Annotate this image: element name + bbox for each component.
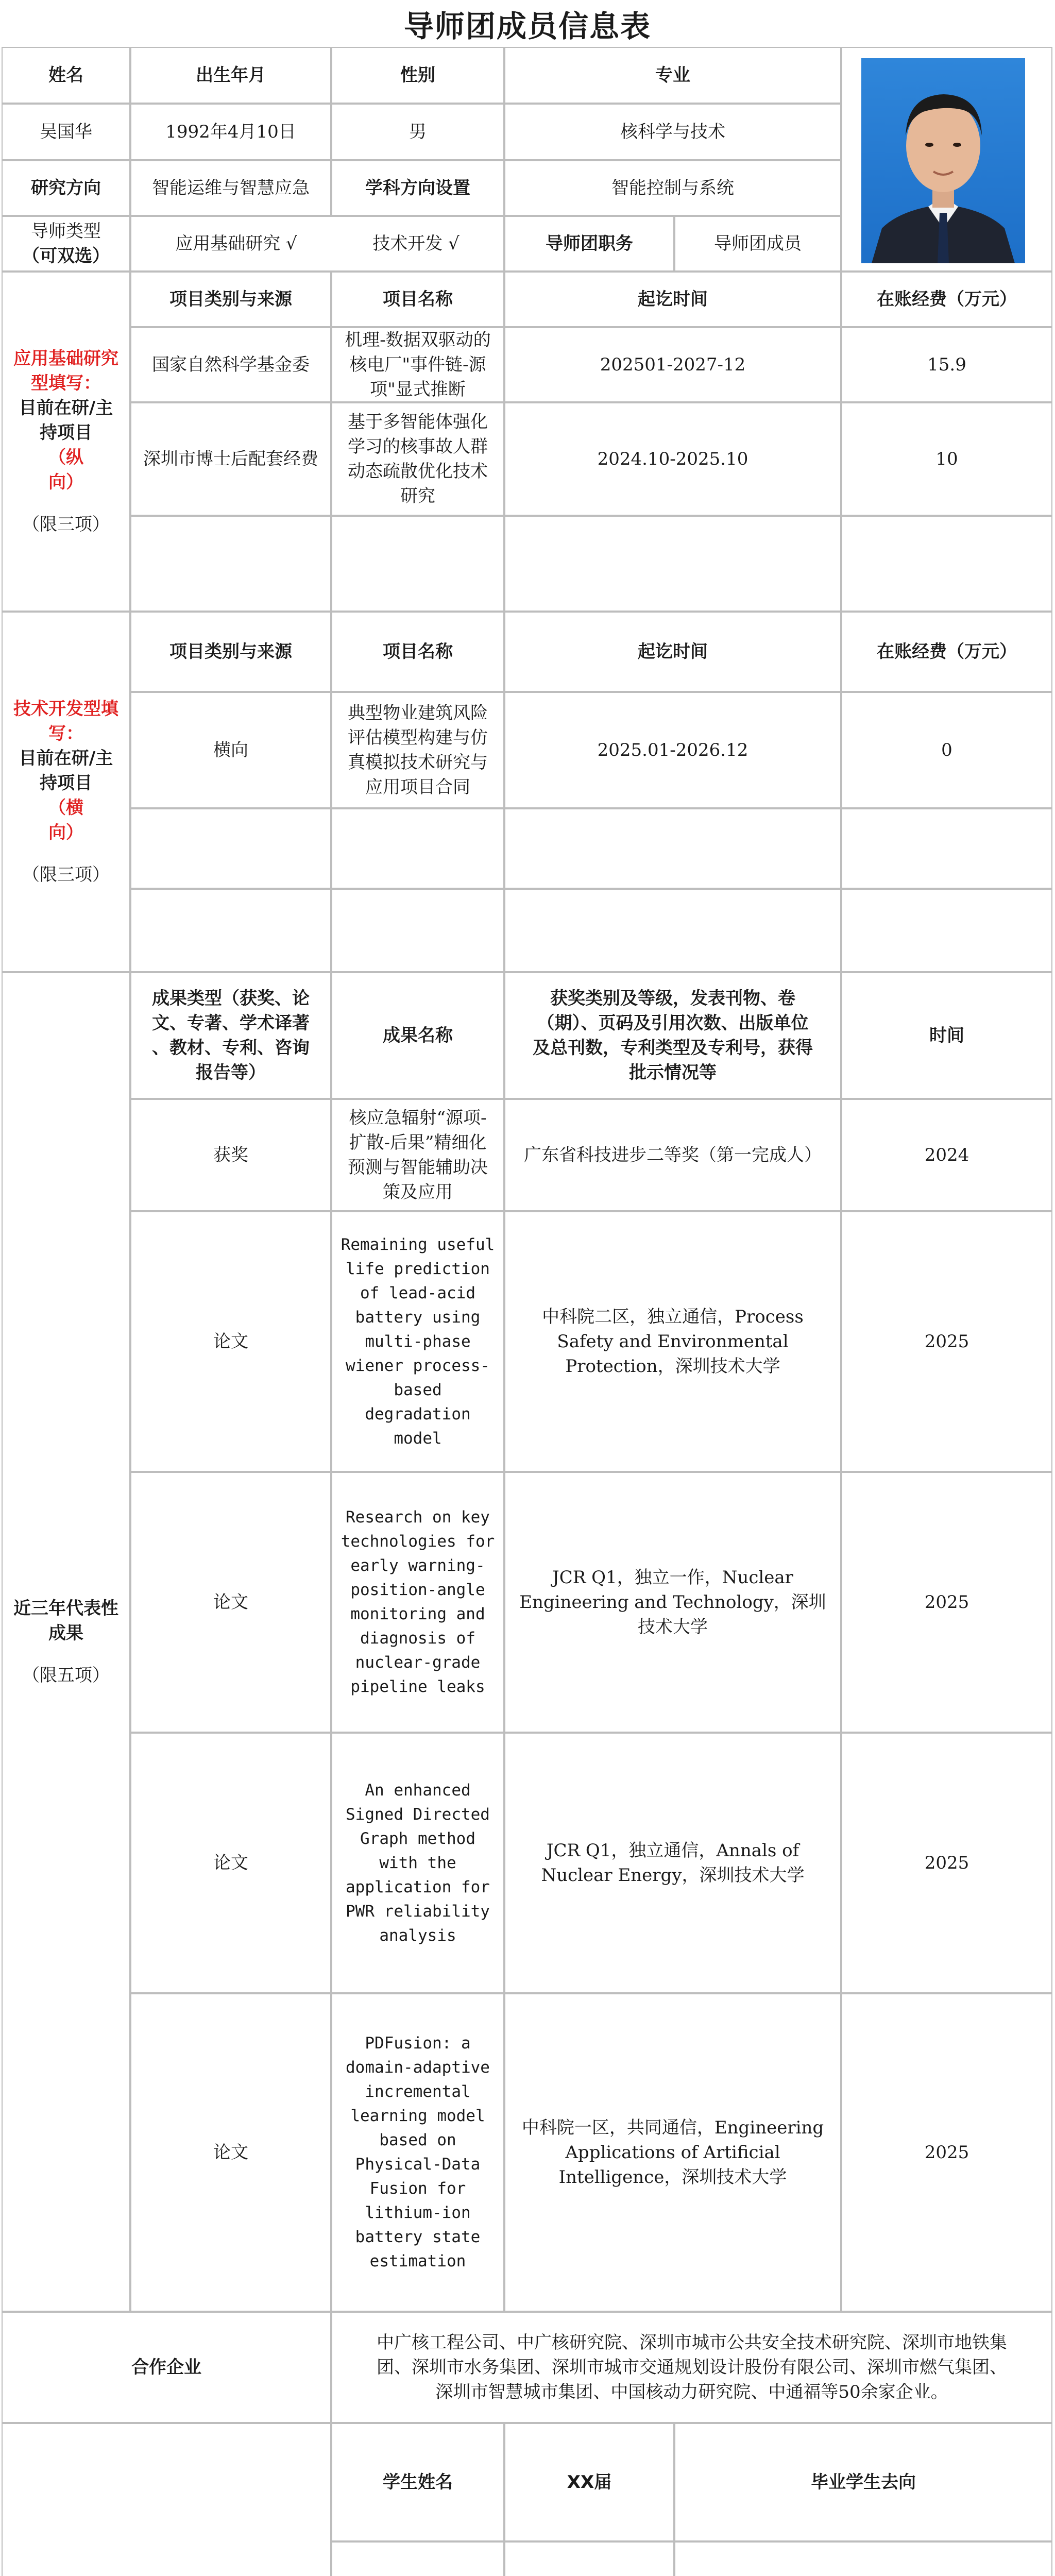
achievement-name-line: model — [394, 1429, 442, 1448]
discipline-label: 学科方向设置 — [331, 160, 504, 216]
achievement-detail-line: Nuclear Energy，深圳技术大学 — [541, 1865, 805, 1886]
achievement-name-line: lithium-ion — [365, 2204, 471, 2222]
project-funding-header: 在账经费（万元） — [841, 272, 1052, 327]
achievement-detail-line: Applications of Artificial — [565, 2142, 780, 2163]
empty-project-cell[interactable] — [331, 516, 504, 612]
achievement-name-line: application for — [346, 1877, 490, 1896]
basic-research-label-line: 向） — [48, 472, 83, 493]
achievement-name-line: monitoring and — [350, 1605, 485, 1623]
achievement-detail — [504, 1993, 841, 2312]
student-name-header: 学生姓名 — [331, 2423, 504, 2541]
project-period: 2024.10-2025.10 — [504, 402, 841, 516]
achievement-name — [331, 1993, 504, 2312]
project-name-header: 项目名称 — [331, 272, 504, 327]
graduate-cell[interactable] — [674, 2541, 1052, 2576]
tech-dev-label-line: 技术开发型填 — [13, 699, 118, 719]
achievement-name-line: Physical-Data — [355, 2155, 481, 2174]
project-period: 202501-2027-12 — [504, 327, 841, 402]
name-header: 姓名 — [2, 47, 130, 104]
type-option-tech-dev[interactable]: 技术开发 √ — [372, 233, 460, 254]
achievement-name-line: analysis — [379, 1926, 456, 1945]
supervisor-type-label — [2, 216, 130, 272]
basic-research-label — [2, 272, 130, 612]
achievement-name-line: Research on key — [346, 1508, 490, 1527]
achievement-detail-header-line: 及总刊数，专利类型及专利号，获得 — [533, 1038, 813, 1058]
empty-project-cell[interactable] — [504, 808, 841, 889]
achievement-time: 2025 — [841, 1993, 1052, 2312]
supervisor-type-note: （可双选） — [22, 246, 110, 266]
duty-value: 导师团成员 — [674, 216, 841, 272]
project-source: 国家自然科学基金委 — [130, 327, 331, 402]
achievement-name-line: Fusion for — [369, 2179, 466, 2198]
empty-project-cell[interactable] — [130, 516, 331, 612]
achievement-time: 2025 — [841, 1733, 1052, 1993]
basic-research-label-line: 型填写： — [31, 373, 101, 394]
achievement-type-header-line: 、教材、专利、咨询 — [152, 1038, 310, 1058]
achievement-detail-line: JCR Q1，独立一作，Nuclear — [552, 1567, 793, 1588]
achievement-type: 获奖 — [130, 1099, 331, 1211]
project-name-line: 机理-数据双驱动的 — [345, 330, 491, 350]
achievement-type-header — [130, 972, 331, 1099]
achievement-detail — [504, 1733, 841, 1993]
achievement-name — [331, 1733, 504, 1993]
tech-dev-label-line: （横 — [48, 798, 83, 818]
project-source-header: 项目类别与来源 — [130, 612, 331, 692]
achievement-type-header-line: 报告等） — [196, 1062, 266, 1083]
achievement-detail-line: 广东省科技进步二等奖（第一完成人） — [524, 1145, 822, 1165]
achievement-type-header-line: 文、专著、学术译著 — [152, 1013, 310, 1033]
project-name-line: 应用项目合同 — [365, 777, 470, 798]
achievement-type: 论文 — [130, 1472, 331, 1733]
project-name-line: 动态疏散优化技术 — [348, 461, 488, 482]
empty-project-cell[interactable] — [504, 516, 841, 612]
empty-project-cell[interactable] — [841, 808, 1052, 889]
achievement-name-line: pipeline leaks — [350, 1677, 485, 1696]
achievement-detail-line: 中科院二区，独立通信，Process — [542, 1307, 804, 1327]
achievement-name-line: PWR reliability — [346, 1902, 490, 1921]
basic-research-label-line: 应用基础研究 — [13, 348, 118, 369]
partners-line: 中广核工程公司、中广核研究院、深圳市城市公共安全技术研究院、深圳市地铁集 — [377, 2332, 1007, 2353]
empty-project-cell[interactable] — [504, 889, 841, 972]
achievement-time-header: 时间 — [841, 972, 1052, 1099]
achievement-detail — [504, 1099, 841, 1211]
achievement-name-line: with the — [379, 1853, 456, 1872]
achievement-name-line: incremental — [365, 2082, 471, 2101]
achievement-name-line: based on — [379, 2131, 456, 2149]
project-name-line: 核电厂"事件链-源 — [349, 354, 486, 375]
achievement-name — [331, 1472, 504, 1733]
project-name-header: 项目名称 — [331, 612, 504, 692]
project-source-header: 项目类别与来源 — [130, 272, 331, 327]
achievement-detail-line: Engineering and Technology，深圳 — [519, 1592, 826, 1613]
achievement-name-line: of lead-acid — [360, 1283, 475, 1302]
gender-value: 男 — [331, 104, 504, 160]
project-name-line: 基于多智能体强化 — [348, 412, 488, 432]
achievement-name-line: battery state — [355, 2228, 481, 2246]
project-name — [331, 692, 504, 808]
empty-project-cell[interactable] — [841, 516, 1052, 612]
achievement-name-line: diagnosis of — [360, 1629, 475, 1648]
achievement-name-line: Graph method — [360, 1829, 475, 1848]
birth-header: 出生年月 — [130, 47, 331, 104]
achievement-name-line: nuclear-grade — [355, 1653, 481, 1672]
project-funding: 10 — [841, 402, 1052, 516]
tech-dev-limit: （限三项） — [22, 865, 110, 885]
achievement-name-line: An enhanced — [365, 1781, 471, 1800]
empty-project-cell[interactable] — [130, 808, 331, 889]
achievement-name-line: Remaining useful — [341, 1235, 495, 1254]
tech-dev-label-line: 目前在研/主 — [19, 748, 113, 769]
project-funding: 0 — [841, 692, 1052, 808]
achievements-limit: （限五项） — [22, 1665, 110, 1686]
achievement-detail-line: Safety and Environmental — [557, 1331, 789, 1352]
achievement-name-line: multi-phase — [365, 1332, 471, 1351]
achievement-detail-line: 中科院一区，共同通信，Engineering — [521, 2117, 824, 2138]
tech-dev-label-line: 持项目 — [40, 773, 92, 793]
project-name-line: 评估模型构建与仿 — [348, 727, 488, 748]
partners-list — [331, 2312, 1052, 2423]
achievement-name — [331, 1211, 504, 1472]
achievement-name-line: 预测与智能辅助决 — [348, 1157, 488, 1178]
project-source: 深圳市博士后配套经费 — [130, 402, 331, 516]
achievement-type: 论文 — [130, 1733, 331, 1993]
achievement-type-header-line: 成果类型（获奖、论 — [152, 988, 310, 1009]
achievement-detail-line: JCR Q1，独立通信，Annals of — [546, 1840, 799, 1861]
achievement-type: 论文 — [130, 1993, 331, 2312]
project-period: 2025.01-2026.12 — [504, 692, 841, 808]
achievement-name-line: estimation — [369, 2252, 466, 2270]
name-value: 吴国华 — [2, 104, 130, 160]
empty-project-cell[interactable] — [130, 889, 331, 972]
project-name-line: 项"显式推断 — [370, 379, 466, 400]
birth-value: 1992年4月10日 — [130, 104, 331, 160]
basic-research-limit: （限三项） — [22, 514, 110, 535]
graduate-cell[interactable] — [504, 2541, 674, 2576]
project-name — [331, 327, 504, 402]
project-name — [331, 402, 504, 516]
achievement-type: 论文 — [130, 1211, 331, 1472]
member-photo — [861, 58, 1025, 263]
achievement-detail — [504, 1472, 841, 1733]
project-funding-header: 在账经费（万元） — [841, 612, 1052, 692]
achievement-name-line: 扩散-后果”精细化 — [349, 1132, 487, 1153]
achievement-name-line: degradation — [365, 1404, 471, 1423]
achievement-name-line: technologies for — [341, 1532, 495, 1551]
achievement-time: 2024 — [841, 1099, 1052, 1211]
achievement-name-line: 策及应用 — [383, 1182, 453, 1202]
partners-label: 合作企业 — [2, 2312, 331, 2423]
type-option-basic-research[interactable]: 应用基础研究 √ — [175, 233, 297, 254]
project-name-line: 学习的核事故人群 — [348, 436, 488, 457]
achievement-detail-header-line: 批示情况等 — [629, 1062, 717, 1083]
achievement-detail-line: Protection，深圳技术大学 — [565, 1356, 780, 1377]
page-title: 导师团成员信息表 — [403, 9, 651, 44]
achievement-time: 2025 — [841, 1211, 1052, 1472]
tech-dev-label-line: 写： — [48, 723, 83, 744]
supervisor-type-line: 导师类型 — [31, 221, 101, 242]
achievement-detail-line: Intelligence，深圳技术大学 — [558, 2167, 787, 2188]
duty-label: 导师团职务 — [504, 216, 674, 272]
project-period-header: 起讫时间 — [504, 612, 841, 692]
project-source: 横向 — [130, 692, 331, 808]
achievement-name-line: Signed Directed — [346, 1805, 490, 1824]
major-value: 核科学与技术 — [504, 104, 841, 160]
gender-header: 性别 — [331, 47, 504, 104]
empty-project-cell[interactable] — [841, 889, 1052, 972]
empty-project-cell[interactable] — [331, 808, 504, 889]
basic-research-label-line: 目前在研/主 — [19, 398, 113, 418]
basic-research-label-line: 持项目 — [40, 422, 92, 443]
achievement-detail-header — [504, 972, 841, 1099]
tech-dev-label-line: 向） — [48, 822, 83, 843]
achievement-time: 2025 — [841, 1472, 1052, 1733]
project-funding: 15.9 — [841, 327, 1052, 402]
project-name-line: 典型物业建筑风险 — [348, 703, 488, 723]
achievement-name-line: battery using — [355, 1308, 481, 1327]
achievement-detail-header-line: （期）、页码及引用次数、出版单位 — [537, 1013, 809, 1033]
achievements-label — [2, 972, 130, 2312]
supervisor-type-options — [130, 216, 504, 272]
achievement-name-line: early warning- — [350, 1556, 485, 1575]
graduation-year-header: XX届 — [504, 2423, 674, 2541]
achievement-name-line: learning model — [350, 2107, 485, 2125]
research-direction-label: 研究方向 — [2, 160, 130, 216]
achievements-label-line: 成果 — [48, 1623, 83, 1643]
achievement-name-line: domain-adaptive — [346, 2058, 490, 2077]
project-name-line: 真模拟技术研究与 — [348, 752, 488, 773]
research-direction-value: 智能运维与智慧应急 — [130, 160, 331, 216]
destination-header: 毕业学生去向 — [674, 2423, 1052, 2541]
partners-line: 团、深圳市水务集团、深圳市城市交通规划设计股份有限公司、深圳市燃气集团、 — [377, 2357, 1007, 2378]
major-header: 专业 — [504, 47, 841, 104]
achievement-name-line: based — [394, 1380, 442, 1399]
basic-research-label-line: （纵 — [48, 447, 83, 468]
achievement-name-line: 核应急辐射“源项- — [349, 1108, 487, 1128]
empty-project-cell[interactable] — [331, 889, 504, 972]
tech-dev-label — [2, 612, 130, 972]
achievement-detail-line: 技术大学 — [638, 1617, 708, 1637]
achievement-name-line: life prediction — [346, 1259, 490, 1278]
achievements-label-line: 近三年代表性 — [13, 1598, 118, 1619]
achievement-name-line: wiener process- — [346, 1356, 490, 1375]
achievement-detail — [504, 1211, 841, 1472]
achievement-name — [331, 1099, 504, 1211]
project-period-header: 起讫时间 — [504, 272, 841, 327]
achievement-name-line: PDFusion: a — [365, 2034, 471, 2053]
graduate-cell[interactable] — [331, 2541, 504, 2576]
graduates-label — [2, 2423, 331, 2576]
achievement-detail-header-line: 获奖类别及等级，发表刊物、卷 — [550, 988, 795, 1009]
achievement-name-header: 成果名称 — [331, 972, 504, 1099]
partners-line: 深圳市智慧城市集团、中国核动力研究院、中通福等50余家企业。 — [435, 2382, 948, 2402]
project-name-line: 研究 — [400, 486, 435, 506]
discipline-value: 智能控制与系统 — [504, 160, 841, 216]
achievement-name-line: position-angle — [350, 1581, 485, 1599]
